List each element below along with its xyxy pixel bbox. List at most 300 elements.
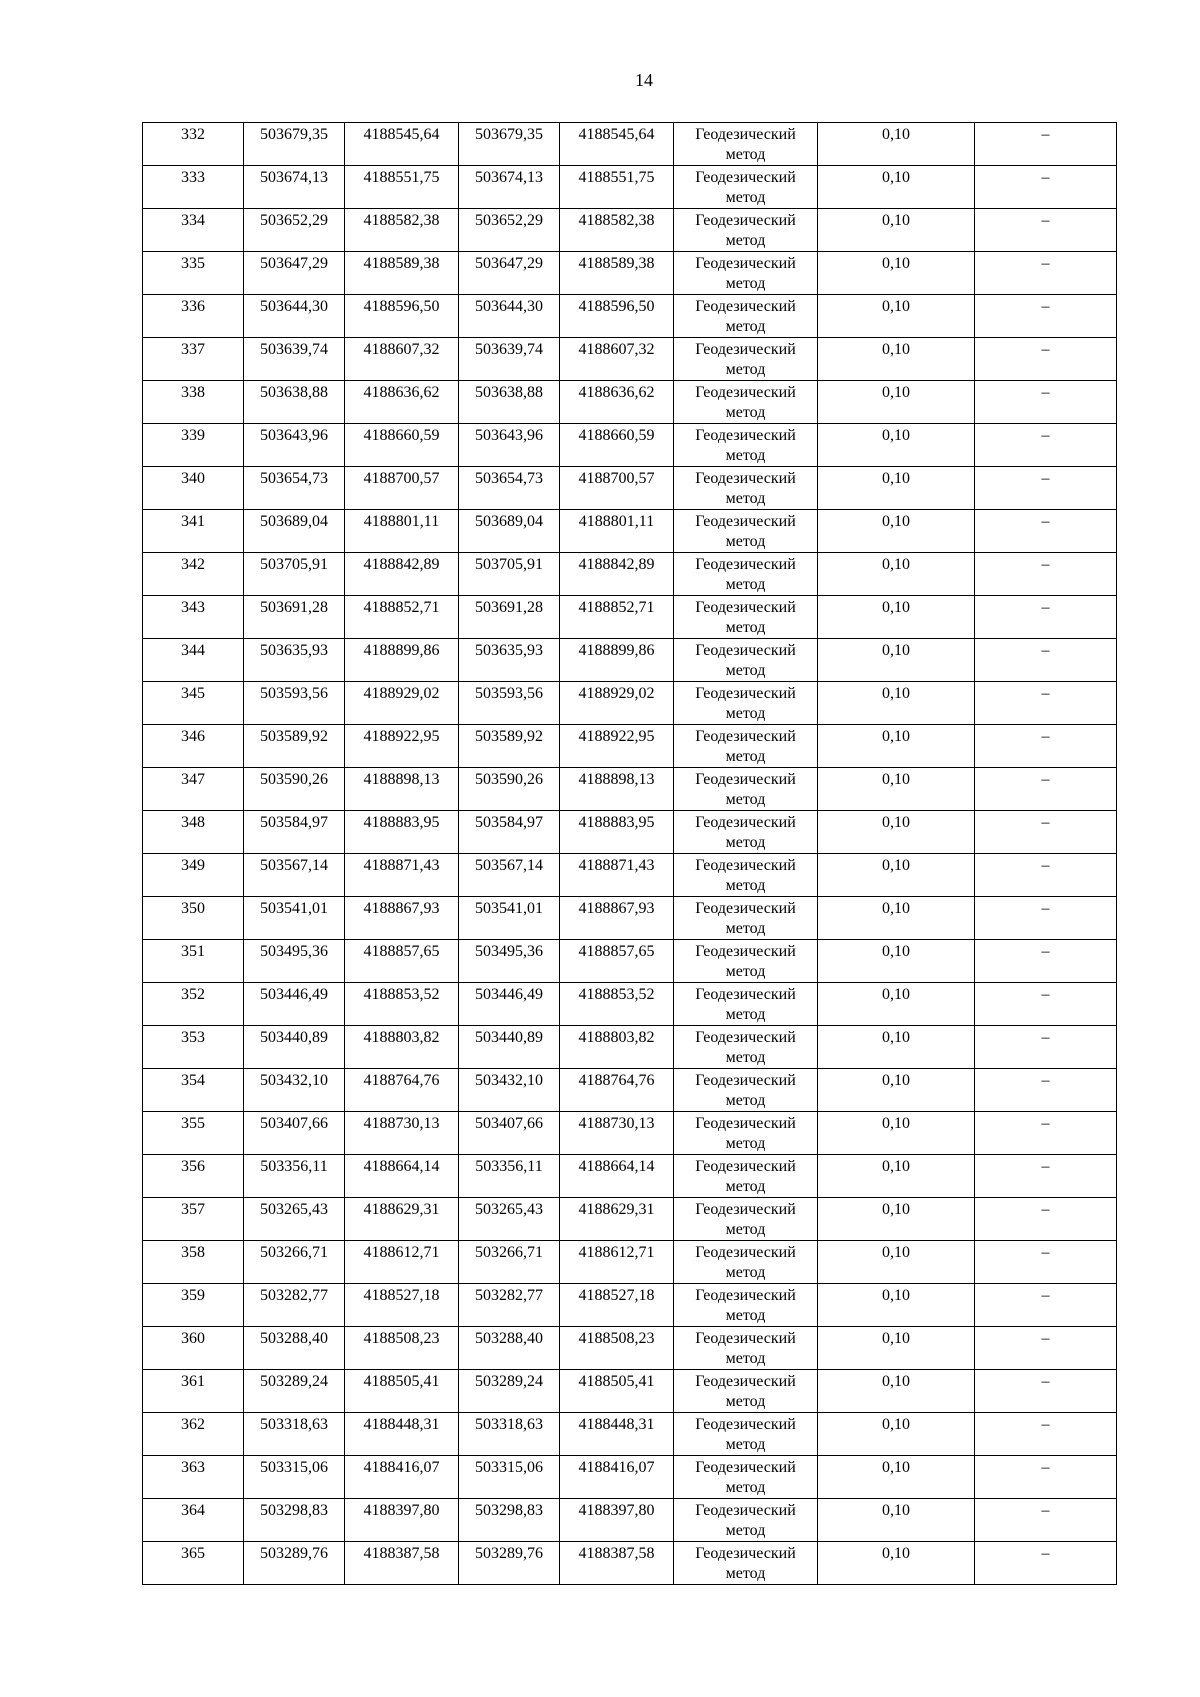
accuracy-cell	[818, 1026, 975, 1069]
y-coordinate-cell	[345, 639, 459, 682]
x-coordinate-cell	[244, 897, 345, 940]
point-number-cell	[143, 1112, 244, 1155]
table-row	[143, 338, 1117, 381]
cell-value: 503407,66	[475, 1115, 543, 1132]
method-cell	[674, 1241, 818, 1284]
note-cell	[975, 209, 1117, 252]
cell-value: 4188448,31	[578, 1416, 655, 1433]
table-row	[143, 1155, 1117, 1198]
cell-value: 360	[181, 1330, 205, 1347]
cell-value: Геодезический метод	[695, 1244, 796, 1281]
cell-value: 0,10	[882, 1373, 910, 1390]
y-coordinate-2-cell	[560, 682, 674, 725]
y-coordinate-cell	[345, 1542, 459, 1585]
cell-value: 503635,93	[475, 642, 543, 659]
note-cell	[975, 252, 1117, 295]
cell-value: 503584,97	[475, 814, 543, 831]
accuracy-cell	[818, 639, 975, 682]
cell-value: 503643,96	[475, 427, 543, 444]
x-coordinate-2-cell	[459, 1413, 560, 1456]
note-cell	[975, 1456, 1117, 1499]
y-coordinate-cell	[345, 166, 459, 209]
cell-value: 356	[181, 1158, 205, 1175]
point-number-cell	[143, 209, 244, 252]
x-coordinate-2-cell	[459, 1241, 560, 1284]
method-cell	[674, 553, 818, 596]
cell-value: 4188803,82	[363, 1029, 440, 1046]
cell-value: 4188898,13	[578, 771, 655, 788]
cell-value: 0,10	[882, 470, 910, 487]
cell-value: Геодезический метод	[695, 814, 796, 851]
point-number-cell	[143, 682, 244, 725]
point-number-cell	[143, 252, 244, 295]
cell-value: 503644,30	[260, 298, 328, 315]
cell-value: –	[1041, 341, 1050, 358]
cell-value: Геодезический метод	[695, 599, 796, 636]
accuracy-cell	[818, 338, 975, 381]
y-coordinate-2-cell	[560, 295, 674, 338]
method-cell	[674, 1155, 818, 1198]
x-coordinate-2-cell	[459, 553, 560, 596]
note-cell	[975, 854, 1117, 897]
x-coordinate-cell	[244, 682, 345, 725]
cell-value: Геодезический метод	[695, 1373, 796, 1410]
cell-value: 4188898,13	[363, 771, 440, 788]
method-cell	[674, 1413, 818, 1456]
x-coordinate-cell	[244, 940, 345, 983]
note-cell	[975, 123, 1117, 166]
x-coordinate-cell	[244, 725, 345, 768]
cell-value: –	[1041, 513, 1050, 530]
cell-value: 332	[181, 126, 205, 143]
y-coordinate-2-cell	[560, 811, 674, 854]
table-row	[143, 983, 1117, 1026]
y-coordinate-cell	[345, 940, 459, 983]
point-number-cell	[143, 897, 244, 940]
point-number-cell	[143, 596, 244, 639]
accuracy-cell	[818, 467, 975, 510]
method-cell	[674, 1370, 818, 1413]
cell-value: Геодезический метод	[695, 1029, 796, 1066]
accuracy-cell	[818, 1370, 975, 1413]
accuracy-cell	[818, 1499, 975, 1542]
cell-value: 503282,77	[260, 1287, 328, 1304]
point-number-cell	[143, 1542, 244, 1585]
table-row	[143, 897, 1117, 940]
table-row	[143, 295, 1117, 338]
x-coordinate-cell	[244, 1542, 345, 1585]
accuracy-cell	[818, 252, 975, 295]
cell-value: 0,10	[882, 1201, 910, 1218]
method-cell	[674, 424, 818, 467]
cell-value: –	[1041, 1115, 1050, 1132]
cell-value: 503356,11	[475, 1158, 543, 1175]
accuracy-cell	[818, 381, 975, 424]
y-coordinate-cell	[345, 295, 459, 338]
method-cell	[674, 381, 818, 424]
table-row	[143, 1284, 1117, 1327]
method-cell	[674, 1499, 818, 1542]
y-coordinate-2-cell	[560, 1542, 674, 1585]
cell-value: 503647,29	[475, 255, 543, 272]
accuracy-cell	[818, 596, 975, 639]
cell-value: Геодезический метод	[695, 771, 796, 808]
cell-value: –	[1041, 771, 1050, 788]
cell-value: 4188899,86	[578, 642, 655, 659]
x-coordinate-cell	[244, 1284, 345, 1327]
cell-value: 0,10	[882, 599, 910, 616]
note-cell	[975, 768, 1117, 811]
accuracy-cell	[818, 983, 975, 1026]
cell-value: 0,10	[882, 126, 910, 143]
cell-value: 503689,04	[260, 513, 328, 530]
point-number-cell	[143, 166, 244, 209]
x-coordinate-cell	[244, 1499, 345, 1542]
cell-value: Геодезический метод	[695, 341, 796, 378]
cell-value: 503593,56	[260, 685, 328, 702]
y-coordinate-2-cell	[560, 553, 674, 596]
cell-value: 0,10	[882, 1244, 910, 1261]
note-cell	[975, 596, 1117, 639]
cell-value: 0,10	[882, 1029, 910, 1046]
accuracy-cell	[818, 295, 975, 338]
cell-value: 0,10	[882, 384, 910, 401]
x-coordinate-2-cell	[459, 897, 560, 940]
cell-value: 347	[181, 771, 205, 788]
x-coordinate-2-cell	[459, 682, 560, 725]
method-cell	[674, 338, 818, 381]
y-coordinate-2-cell	[560, 1241, 674, 1284]
cell-value: 503639,74	[475, 341, 543, 358]
note-cell	[975, 1069, 1117, 1112]
note-cell	[975, 295, 1117, 338]
method-cell	[674, 940, 818, 983]
cell-value: 0,10	[882, 1459, 910, 1476]
x-coordinate-cell	[244, 338, 345, 381]
cell-value: 503691,28	[260, 599, 328, 616]
cell-value: 4188636,62	[578, 384, 655, 401]
cell-value: 4188871,43	[578, 857, 655, 874]
cell-value: 353	[181, 1029, 205, 1046]
cell-value: 503446,49	[260, 986, 328, 1003]
cell-value: 0,10	[882, 1115, 910, 1132]
cell-value: 4188852,71	[578, 599, 655, 616]
cell-value: 503635,93	[260, 642, 328, 659]
cell-value: 0,10	[882, 1287, 910, 1304]
cell-value: 503674,13	[260, 169, 328, 186]
cell-value: 0,10	[882, 814, 910, 831]
point-number-cell	[143, 983, 244, 1026]
note-cell	[975, 1198, 1117, 1241]
note-cell	[975, 1026, 1117, 1069]
x-coordinate-cell	[244, 510, 345, 553]
cell-value: 0,10	[882, 556, 910, 573]
cell-value: –	[1041, 685, 1050, 702]
cell-value: 503289,76	[475, 1545, 543, 1562]
note-cell	[975, 682, 1117, 725]
cell-value: Геодезический метод	[695, 1416, 796, 1453]
cell-value: 4188607,32	[578, 341, 655, 358]
cell-value: 333	[181, 169, 205, 186]
accuracy-cell	[818, 940, 975, 983]
y-coordinate-2-cell	[560, 1456, 674, 1499]
accuracy-cell	[818, 1069, 975, 1112]
cell-value: 4188922,95	[578, 728, 655, 745]
y-coordinate-2-cell	[560, 467, 674, 510]
cell-value: 503495,36	[260, 943, 328, 960]
cell-value: 4188629,31	[363, 1201, 440, 1218]
cell-value: Геодезический метод	[695, 1115, 796, 1152]
y-coordinate-cell	[345, 338, 459, 381]
cell-value: 4188636,62	[363, 384, 440, 401]
y-coordinate-2-cell	[560, 1069, 674, 1112]
cell-value: –	[1041, 212, 1050, 229]
cell-value: 503282,77	[475, 1287, 543, 1304]
x-coordinate-2-cell	[459, 811, 560, 854]
cell-value: –	[1041, 1373, 1050, 1390]
cell-value: 503589,92	[475, 728, 543, 745]
cell-value: 503318,63	[260, 1416, 328, 1433]
point-number-cell	[143, 1413, 244, 1456]
x-coordinate-cell	[244, 424, 345, 467]
y-coordinate-cell	[345, 1069, 459, 1112]
cell-value: –	[1041, 1244, 1050, 1261]
cell-value: 4188867,93	[578, 900, 655, 917]
accuracy-cell	[818, 1456, 975, 1499]
method-cell	[674, 854, 818, 897]
point-number-cell	[143, 811, 244, 854]
cell-value: 503639,74	[260, 341, 328, 358]
y-coordinate-2-cell	[560, 252, 674, 295]
note-cell	[975, 983, 1117, 1026]
table-row	[143, 1370, 1117, 1413]
note-cell	[975, 553, 1117, 596]
coordinates-table	[142, 122, 1117, 1585]
x-coordinate-2-cell	[459, 252, 560, 295]
cell-value: –	[1041, 857, 1050, 874]
cell-value: 364	[181, 1502, 205, 1519]
cell-value: Геодезический метод	[695, 1330, 796, 1367]
accuracy-cell	[818, 553, 975, 596]
cell-value: 0,10	[882, 728, 910, 745]
cell-value: 0,10	[882, 341, 910, 358]
accuracy-cell	[818, 166, 975, 209]
cell-value: 4188545,64	[578, 126, 655, 143]
point-number-cell	[143, 338, 244, 381]
x-coordinate-2-cell	[459, 510, 560, 553]
x-coordinate-cell	[244, 811, 345, 854]
point-number-cell	[143, 725, 244, 768]
cell-value: 503638,88	[475, 384, 543, 401]
x-coordinate-cell	[244, 553, 345, 596]
cell-value: 343	[181, 599, 205, 616]
cell-value: 503654,73	[475, 470, 543, 487]
y-coordinate-2-cell	[560, 209, 674, 252]
cell-value: 503705,91	[260, 556, 328, 573]
y-coordinate-2-cell	[560, 983, 674, 1026]
cell-value: 348	[181, 814, 205, 831]
table-row	[143, 1327, 1117, 1370]
cell-value: 0,10	[882, 255, 910, 272]
table-row	[143, 1456, 1117, 1499]
cell-value: –	[1041, 1502, 1050, 1519]
cell-value: Геодезический метод	[695, 943, 796, 980]
cell-value: 4188801,11	[578, 513, 655, 530]
y-coordinate-2-cell	[560, 1284, 674, 1327]
cell-value: 503567,14	[475, 857, 543, 874]
method-cell	[674, 123, 818, 166]
cell-value: 342	[181, 556, 205, 573]
x-coordinate-2-cell	[459, 467, 560, 510]
cell-value: 4188764,76	[578, 1072, 655, 1089]
x-coordinate-cell	[244, 768, 345, 811]
cell-value: 4188416,07	[578, 1459, 655, 1476]
x-coordinate-cell	[244, 639, 345, 682]
table-row	[143, 1026, 1117, 1069]
cell-value: Геодезический метод	[695, 1201, 796, 1238]
accuracy-cell	[818, 510, 975, 553]
cell-value: Геодезический метод	[695, 1545, 796, 1582]
cell-value: 4188596,50	[363, 298, 440, 315]
cell-value: 0,10	[882, 1330, 910, 1347]
cell-value: 4188842,89	[578, 556, 655, 573]
point-number-cell	[143, 639, 244, 682]
cell-value: –	[1041, 1029, 1050, 1046]
point-number-cell	[143, 1499, 244, 1542]
cell-value: 0,10	[882, 642, 910, 659]
cell-value: 4188508,23	[578, 1330, 655, 1347]
y-coordinate-2-cell	[560, 1327, 674, 1370]
note-cell	[975, 1284, 1117, 1327]
y-coordinate-2-cell	[560, 1499, 674, 1542]
y-coordinate-cell	[345, 983, 459, 1026]
x-coordinate-cell	[244, 1456, 345, 1499]
point-number-cell	[143, 1456, 244, 1499]
cell-value: 503589,92	[260, 728, 328, 745]
cell-value: 363	[181, 1459, 205, 1476]
cell-value: 4188545,64	[363, 126, 440, 143]
y-coordinate-cell	[345, 553, 459, 596]
cell-value: Геодезический метод	[695, 728, 796, 765]
cell-value: 4188883,95	[578, 814, 655, 831]
cell-value: 503638,88	[260, 384, 328, 401]
cell-value: 503318,63	[475, 1416, 543, 1433]
cell-value: –	[1041, 556, 1050, 573]
cell-value: –	[1041, 470, 1050, 487]
cell-value: 4188505,41	[363, 1373, 440, 1390]
accuracy-cell	[818, 854, 975, 897]
table-row	[143, 811, 1117, 854]
point-number-cell	[143, 1370, 244, 1413]
x-coordinate-2-cell	[459, 1155, 560, 1198]
note-cell	[975, 1542, 1117, 1585]
cell-value: 4188801,11	[363, 513, 440, 530]
accuracy-cell	[818, 725, 975, 768]
y-coordinate-2-cell	[560, 1198, 674, 1241]
cell-value: 0,10	[882, 857, 910, 874]
method-cell	[674, 1327, 818, 1370]
y-coordinate-2-cell	[560, 897, 674, 940]
cell-value: 4188596,50	[578, 298, 655, 315]
cell-value: 0,10	[882, 986, 910, 1003]
y-coordinate-cell	[345, 1112, 459, 1155]
note-cell	[975, 811, 1117, 854]
cell-value: Геодезический метод	[695, 169, 796, 206]
x-coordinate-cell	[244, 983, 345, 1026]
x-coordinate-cell	[244, 1413, 345, 1456]
y-coordinate-cell	[345, 1456, 459, 1499]
accuracy-cell	[818, 1413, 975, 1456]
note-cell	[975, 1413, 1117, 1456]
x-coordinate-2-cell	[459, 1542, 560, 1585]
cell-value: 334	[181, 212, 205, 229]
x-coordinate-2-cell	[459, 209, 560, 252]
note-cell	[975, 940, 1117, 983]
note-cell	[975, 467, 1117, 510]
y-coordinate-cell	[345, 381, 459, 424]
method-cell	[674, 252, 818, 295]
x-coordinate-2-cell	[459, 338, 560, 381]
cell-value: –	[1041, 1072, 1050, 1089]
note-cell	[975, 639, 1117, 682]
x-coordinate-cell	[244, 1198, 345, 1241]
method-cell	[674, 811, 818, 854]
y-coordinate-2-cell	[560, 854, 674, 897]
x-coordinate-2-cell	[459, 123, 560, 166]
table-row	[143, 553, 1117, 596]
cell-value: 503288,40	[475, 1330, 543, 1347]
cell-value: 4188842,89	[363, 556, 440, 573]
cell-value: Геодезический метод	[695, 1459, 796, 1496]
accuracy-cell	[818, 123, 975, 166]
cell-value: 503440,89	[260, 1029, 328, 1046]
method-cell	[674, 897, 818, 940]
cell-value: 503643,96	[260, 427, 328, 444]
point-number-cell	[143, 123, 244, 166]
y-coordinate-2-cell	[560, 166, 674, 209]
cell-value: 4188871,43	[363, 857, 440, 874]
x-coordinate-2-cell	[459, 639, 560, 682]
cell-value: 4188922,95	[363, 728, 440, 745]
cell-value: –	[1041, 169, 1050, 186]
x-coordinate-2-cell	[459, 725, 560, 768]
point-number-cell	[143, 1241, 244, 1284]
cell-value: 4188582,38	[578, 212, 655, 229]
y-coordinate-cell	[345, 1155, 459, 1198]
y-coordinate-cell	[345, 424, 459, 467]
cell-value: 503541,01	[260, 900, 328, 917]
y-coordinate-2-cell	[560, 381, 674, 424]
y-coordinate-cell	[345, 252, 459, 295]
cell-value: 503654,73	[260, 470, 328, 487]
cell-value: 344	[181, 642, 205, 659]
point-number-cell	[143, 553, 244, 596]
note-cell	[975, 166, 1117, 209]
y-coordinate-2-cell	[560, 424, 674, 467]
cell-value: 503440,89	[475, 1029, 543, 1046]
cell-value: 4188853,52	[363, 986, 440, 1003]
cell-value: –	[1041, 1330, 1050, 1347]
x-coordinate-2-cell	[459, 295, 560, 338]
cell-value: 361	[181, 1373, 205, 1390]
cell-value: 4188929,02	[363, 685, 440, 702]
method-cell	[674, 1542, 818, 1585]
y-coordinate-2-cell	[560, 639, 674, 682]
x-coordinate-2-cell	[459, 940, 560, 983]
table-row	[143, 682, 1117, 725]
cell-value: 503590,26	[475, 771, 543, 788]
cell-value: 0,10	[882, 1416, 910, 1433]
